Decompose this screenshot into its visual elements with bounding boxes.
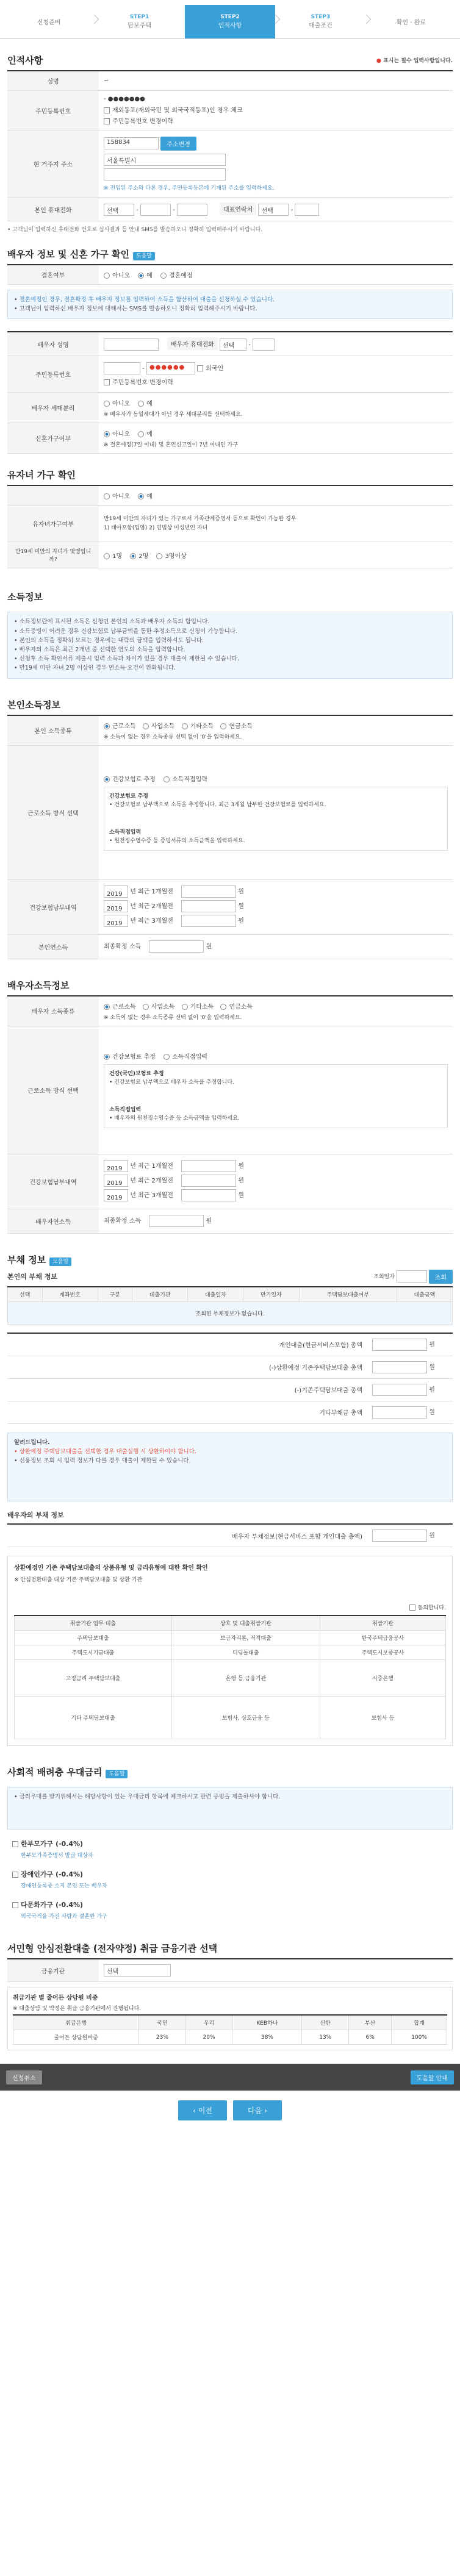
step-prepare (4, 5, 94, 38)
debt-warning: 알려드립니다. • 상환예정 주택담보대출을 선택한 경우 대출실행 시 상환하여야 합니다. • 신용정보 조회 시 입력 정보가 다를 경우 대출이 제한될 수 있습니다. (7, 1433, 453, 1502)
option-label: 아니오 (112, 431, 130, 438)
sp-annual-input[interactable] (149, 1215, 204, 1227)
section-title: 서민형 안심전환대출 (전자약정) 취급 금융기관 선택 (7, 1943, 218, 1955)
field-label: 배우자 소득종류 (7, 996, 99, 1026)
col-header: 상호 및 대출취급기관 (171, 1615, 320, 1631)
field-label: 금융기관 (7, 1959, 99, 1982)
step-house (94, 5, 184, 38)
sp-type-wage-radio[interactable] (104, 1004, 110, 1010)
children-1-radio[interactable] (104, 553, 110, 559)
sp-type-business-radio[interactable] (143, 1004, 149, 1010)
option-label: 외국인 (206, 365, 224, 373)
nav-buttons (0, 2091, 460, 2130)
children-3-radio[interactable] (156, 553, 162, 559)
house-yes-radio[interactable] (138, 401, 144, 407)
tel-label: 대표연락처 (220, 202, 256, 215)
cell: 주택도시보증공사 (320, 1645, 445, 1660)
spouse-rrn-front[interactable] (104, 362, 140, 374)
cell: 디딤돌대출 (171, 1645, 320, 1660)
final-label: 최종확정 소득 (104, 1218, 142, 1225)
section-title: 인적사항 (7, 55, 43, 66)
rrn-change-label: 주민등록번호 변경이력 (112, 118, 173, 125)
field-label: 결혼여부 (7, 265, 99, 285)
children-2-radio[interactable] (130, 553, 136, 559)
step-number: STEP1 (129, 14, 149, 20)
address-change-button[interactable]: 주소변경 (160, 137, 196, 151)
sp-pay-3-input[interactable] (181, 1189, 236, 1201)
newlywed-note: ※ 결혼예정(7일 이내) 및 혼인신고일이 7년 이내인 가구 (104, 442, 238, 448)
option-label: 사업소득 (151, 723, 175, 730)
unit-label: 원 (238, 918, 244, 925)
phone-mid-input[interactable] (140, 204, 171, 216)
phone-note-text: 고객님이 입력하신 휴대전화 번호로 심사결과 등 안내 SMS를 발송하오니 정확히 입력해주시기 바랍니다. (12, 227, 263, 233)
rrn-change-checkbox[interactable] (104, 118, 110, 124)
option-label: 예 (146, 400, 153, 407)
option-label: 한부모가구 (-0.4%) (21, 1840, 84, 1848)
quota-note: ※ 대출상담 및 약정은 취급 금융기관에서 진행됩니다. (13, 2006, 142, 2012)
box-text: • 건강보험료 납부액으로 배우자 소득을 추정합니다. (109, 1079, 235, 1086)
field-label: 근로소득 방식 선택 (7, 745, 99, 879)
sp-pay-1-input[interactable] (181, 1160, 236, 1172)
overseas-label: 재외동포(재외국민 및 외국국적동포)인 경우 체크 (112, 107, 243, 114)
agree-checkbox[interactable] (409, 1605, 415, 1611)
section-title: 부채 정보 (7, 1254, 46, 1265)
field-label: 본인 휴대전화 (7, 198, 99, 221)
cell: 38% (232, 2030, 302, 2045)
spouse-income-form (7, 995, 453, 1234)
sum-label: 배우자 부채정보(현금서비스 포함 개인대출 총액) (7, 1524, 367, 1547)
married-planned-radio[interactable] (160, 273, 167, 279)
type-note: ※ 소득이 없는 경우 소득종류 선택 없이 '0'을 입력하세요. (104, 734, 242, 740)
step-number: STEP2 (220, 14, 240, 20)
address-detail-input[interactable] (104, 168, 226, 181)
spouse-note: • 결혼예정인 경우, 결혼확정 후 배우자 정보를 입력하여 소득을 합산하여 대출을 신청하실 수 있습니다. • 고객님이 입력하신 배우자 정보에 대해서는 SMS를 발송하오니 정확히 입력해주시기 바랍니다. (7, 290, 453, 319)
sp-pay-2-input[interactable] (181, 1175, 236, 1187)
help-guide-button[interactable]: 도움말 안내 (411, 2070, 454, 2084)
month-label: 년 최근 1개월전 (130, 889, 173, 895)
bank-select[interactable]: 선택 (104, 1964, 171, 1977)
field-label: 배우자 성명 (7, 332, 99, 356)
quota-title: 취급기관 별 줄어든 상담원 비중 (13, 1995, 98, 2002)
option-label: 예 (146, 493, 153, 501)
month-label: 년 최근 1개월전 (130, 1163, 173, 1170)
sum-4-input[interactable] (372, 1406, 427, 1419)
spouse-rrn-change-checkbox[interactable] (104, 379, 110, 385)
col-header: KEB하나 (232, 2015, 302, 2030)
cell: 100% (392, 2030, 447, 2045)
box-text: • 배우자의 원천징수영수증 등 소득금액을 입력하세요. (109, 1115, 240, 1122)
year-select[interactable]: 2019 (104, 900, 128, 912)
option-label: 근로소득 (112, 723, 136, 730)
cell: 13% (302, 2030, 349, 2045)
phone-last-input[interactable] (177, 204, 207, 216)
sp-type-pension-radio[interactable] (220, 1004, 226, 1010)
children-no-radio[interactable] (104, 493, 110, 499)
field-label: 현 거주지 주소 (7, 131, 99, 198)
applicant-form: 성명 ~ 주민등록번호 - ●●●●●●● 재외동포(재외국민 및 외국국적동포)인 경우 체크 주민등록번호 변경이력 현 거주지 주소 158834 주소변경 서울특별시 ※ 전입된 주소와 다른 경우, 주민등록등본에 기재된 주소를 입력하세요. 본인 휴대전화 선택 - - 대표연락처 선택 - (7, 70, 453, 221)
my-income-section (0, 695, 460, 959)
help-button[interactable]: 도움말 (133, 252, 155, 260)
cell: 20% (185, 2030, 232, 2045)
col-header: 만기일자 (243, 1287, 299, 1302)
step-label: 인적사항 (218, 23, 242, 29)
option-label: 장애인가구 (-0.4%) (21, 1870, 84, 1879)
spouse-section (0, 244, 460, 454)
field-label: 근로소득 방식 선택 (7, 1026, 99, 1154)
cell: 주택도시기금대출 (15, 1645, 172, 1660)
progress-steps (0, 5, 460, 39)
children-yes-radio[interactable] (138, 493, 144, 499)
cell: 줄어든 상담원비중 (13, 2030, 139, 2045)
spouse-income-section (0, 975, 460, 1234)
col-header: 대출일자 (188, 1287, 243, 1302)
note-text: 금리우대를 받기위해서는 해당사항이 있는 우대금리 항목에 체크하시고 관련 증빙을 제출하셔야 합니다. (19, 1794, 281, 1801)
disabled-checkbox[interactable] (12, 1872, 18, 1878)
note-text: 소득정보란에 표시된 소득은 신청인 본인의 소득과 배우자 소득의 합입니다. (19, 618, 210, 626)
warning-text: 상환예정 주택담보대출을 선택한 경우 대출실행 시 상환하여야 합니다. (19, 1448, 196, 1455)
quota-table (13, 2014, 447, 2045)
option-label: 결혼예정 (169, 273, 193, 279)
option-label: 아니오 (112, 493, 130, 501)
debt-table (7, 1286, 453, 1325)
method-insurance-radio[interactable] (104, 776, 110, 782)
social-section (0, 1762, 460, 1922)
spouse-phone-select[interactable]: 선택 (220, 338, 246, 351)
year-select[interactable]: 2019 (104, 915, 128, 927)
table-row (15, 1697, 446, 1739)
cell: 시중은행 (320, 1660, 445, 1697)
warning-text: 신용정보 조회 시 입력 정보가 다를 경우 대출이 제한될 수 있습니다. (19, 1457, 191, 1464)
cell: 은행 등 금융기관 (171, 1660, 320, 1697)
married-yes-radio[interactable] (138, 273, 144, 279)
field-label: 건강보험납부내역 (7, 879, 99, 934)
unit-label: 원 (238, 1178, 244, 1184)
unit-label: 원 (429, 1409, 435, 1416)
house-no-radio[interactable] (104, 401, 110, 407)
box-title: 건강(국민)보험료 추정 (109, 1070, 164, 1077)
children-form (7, 485, 453, 568)
section-title: 배우자소득정보 (7, 979, 70, 991)
overseas-checkbox[interactable] (104, 107, 110, 113)
unit-label: 원 (238, 903, 244, 910)
option-label: 소득직접입력 (172, 1053, 207, 1061)
my-annual-input[interactable] (149, 940, 204, 953)
section-title: 본인소득정보 (7, 699, 60, 710)
option-label: 근로소득 (112, 1003, 136, 1011)
type-note: ※ 소득이 없는 경우 소득종류 선택 없이 '0'을 입력하세요. (104, 1014, 242, 1021)
box-text: • 건강보험료 납부액으로 소득을 추정합니다. 최근 3개월 납부한 건강보험료를 입력하세요. (109, 802, 326, 809)
unit-label: 원 (238, 1163, 244, 1170)
cancel-button[interactable]: 신청취소 (6, 2070, 42, 2084)
note-text: 신청후 소득 확인서류 제출시 입력 소득과 차이가 있을 경우 대출이 제한될 수 있습니다. (19, 656, 240, 663)
step-label: 담보주택 (128, 23, 151, 29)
field-label: 건강보험납부내역 (7, 1154, 99, 1209)
box-title: 소득직접입력 (109, 1106, 142, 1113)
section-title: 배우자 정보 및 신혼 가구 확인 (7, 249, 129, 260)
field-label: 만19세 미만의 자녀가 몇명입니까? (7, 542, 99, 568)
name-value: ~ (99, 71, 453, 91)
option-label: 주민등록번호 변경이력 (112, 379, 173, 387)
option-label: 2명 (138, 553, 149, 560)
address-input[interactable]: 서울특별시 (104, 154, 226, 166)
option-label: 건강보험료 추정 (112, 1053, 156, 1061)
phone-prefix-select[interactable]: 선택 (104, 204, 134, 216)
pay-2-input[interactable] (181, 900, 236, 912)
month-label: 년 최근 2개월전 (130, 1178, 173, 1184)
col-header: 국민 (139, 2015, 186, 2030)
step-loan-terms (275, 5, 365, 38)
step-complete (366, 5, 456, 38)
sub-title: 본인의 부채 정보 (7, 1273, 58, 1281)
table-row (15, 1645, 446, 1660)
lookup-date (397, 1270, 427, 1283)
sum-3-input[interactable] (372, 1384, 427, 1396)
type-business-radio[interactable] (143, 723, 149, 729)
sp-method-insurance-radio[interactable] (104, 1054, 110, 1060)
sum-2-input[interactable] (372, 1361, 427, 1373)
sum-label: (-)상환예정 기존주택담보대출 총액 (7, 1356, 367, 1378)
option-label: 예 (146, 431, 153, 438)
next-label: 다음 (248, 2106, 262, 2116)
social-options (7, 1838, 453, 1922)
option-label: 기타소득 (190, 723, 214, 730)
tel-prefix-select[interactable]: 선택 (258, 204, 289, 216)
col-header: 우리 (185, 2015, 232, 2030)
section-title: 소득정보 (7, 592, 43, 603)
married-form (7, 264, 453, 285)
col-header: 주택담보대출여부 (299, 1287, 397, 1302)
option-label: 1명 (112, 553, 123, 560)
married-no-radio[interactable] (104, 273, 110, 279)
note-text: 본인의 소득을 정확히 모르는 경우에는 대략의 금액을 입력하셔도 됩니다. (19, 637, 204, 644)
step-label: 대출조건 (309, 23, 332, 29)
col-header: 대출금액 (397, 1287, 452, 1302)
spouse-debt-input[interactable] (372, 1530, 427, 1542)
col-header: 대출기관 (132, 1287, 188, 1302)
option-label: 기타소득 (190, 1003, 214, 1011)
step-number: STEP3 (311, 14, 331, 20)
field-label: 배우자연소득 (7, 1209, 99, 1233)
help-button[interactable]: 도움말 (49, 1258, 71, 1266)
applicant-section (0, 50, 460, 233)
type-other-radio[interactable] (182, 723, 188, 729)
table-row (13, 2030, 447, 2045)
note-text: 결혼예정인 경우, 결혼확정 후 배우자 정보를 입력하여 소득을 합산하여 대출을 신청하실 수 있습니다. (19, 296, 275, 303)
address-note: ※ 전입된 주소와 다른 경우, 주민등록등본에 기재된 주소를 입력하세요. (104, 185, 275, 191)
section-title: 유자녀 가구 확인 (7, 470, 76, 481)
unit-label: 원 (429, 1533, 435, 1540)
rrn-value: - ●●●●●●● (104, 96, 145, 102)
unit-label: 원 (238, 889, 244, 895)
prev-button[interactable]: ‹ 이전 (178, 2100, 227, 2120)
col-header: 취급기관 (320, 1615, 445, 1631)
sum-1-input[interactable] (372, 1339, 427, 1351)
next-button[interactable]: 다음 › (233, 2100, 282, 2120)
social-note: • 금리우대를 받기위해서는 해당사항이 있는 우대금리 항목에 체크하시고 관련 증빙을 제출하셔야 합니다. (7, 1787, 453, 1830)
option-label: 아니오 (112, 400, 130, 407)
section-title: 사회적 배려층 우대금리 (7, 1767, 102, 1778)
option-label: 3명이상 (165, 553, 187, 560)
col-header: 선택 (8, 1287, 43, 1302)
quota-box (7, 1987, 453, 2050)
option-label: 소득직접입력 (172, 776, 207, 783)
newlywed-yes-radio[interactable] (138, 431, 144, 437)
unit-label: 원 (238, 1192, 244, 1199)
pay-3-input[interactable] (181, 915, 236, 927)
bank-section (0, 1938, 460, 2050)
month-label: 년 최근 2개월전 (130, 903, 173, 910)
option-note: 한부모가족증명서 발급 대상자 (21, 1852, 93, 1859)
table-row (15, 1631, 446, 1645)
box-title: 소득직접입력 (109, 829, 142, 835)
step-label: 확인 · 완료 (396, 20, 426, 26)
col-header: 구분 (98, 1287, 132, 1302)
option-label: 사업소득 (151, 1003, 175, 1011)
col-header: 신한 (302, 2015, 349, 2030)
cell: 보험사 등 (320, 1697, 445, 1739)
house-note: ※ 배우자가 동일세대가 아닌 경우 세대분리를 선택하세요. (104, 411, 243, 418)
sp-method-direct-radio[interactable] (164, 1054, 170, 1060)
table-row (15, 1660, 446, 1697)
cell: 한국주택금융공사 (320, 1631, 445, 1645)
refi-table (14, 1615, 446, 1739)
zipcode-input[interactable]: 158834 (104, 137, 159, 149)
field-label: 본인 소득종류 (7, 715, 99, 746)
col-header: 취급기관 업무 대출 (15, 1615, 172, 1631)
year-select[interactable]: 2019 (104, 1175, 128, 1187)
cell: 고정금리 주택담보대출 (15, 1660, 172, 1697)
option-label: 예 (146, 273, 153, 279)
field-label: 주민등록번호 (7, 356, 99, 393)
year-select[interactable]: 2019 (104, 886, 128, 898)
step-label: 신청준비 (37, 20, 61, 26)
col-header: 취급은행 (13, 2015, 139, 2030)
prev-label: 이전 (198, 2106, 212, 2116)
lookup-button[interactable]: 조회 (429, 1270, 453, 1284)
year-select[interactable]: 2019 (104, 1160, 128, 1172)
option-label: 건강보험료 추정 (112, 776, 156, 783)
col-header: 계좌번호 (42, 1287, 98, 1302)
income-notes: • 소득정보란에 표시된 소득은 신청인 본인의 소득과 배우자 소득의 합입니다. • 소득증빙이 어려운 경우 건강보험료 납부금액을 통한 추정소득으로 신청이 가능합니다. • 본인의 소득을 정확히 모르는 경우에는 대략의 금액을 입력하셔도 됩니다. • 배우자의 소득은 최근 2개년 중 선택한 연도의 소득을 입력합니다. • 신청후 소득 확인서류 제출시 입력 소득과 차이가 있을 경우 대출이 제한될 수 있습니다. • 만19세 미만 자녀 2명 이상인 경우 연소득 요건이 완화됩니다. (7, 612, 453, 678)
refi-box (7, 1556, 453, 1746)
required-note-text: 표시는 필수 입력사항입니다. (383, 58, 453, 64)
field-label: 배우자 휴대전화 (167, 337, 218, 350)
income-section (0, 587, 460, 678)
children-note: 만19세 미만의 자녀가 있는 가구로서 가족관계증명서 등으로 확인이 가능한 경우 (104, 516, 296, 523)
spouse-rrn-back[interactable]: ●●●●●● (146, 362, 195, 374)
cell: 6% (349, 2030, 392, 2045)
note-text: 고객님이 입력하신 배우자 정보에 대해서는 SMS를 발송하오니 정확히 입력해주시기 바랍니다. (19, 306, 257, 313)
option-label: 아니오 (112, 273, 130, 279)
year-select[interactable]: 2019 (104, 1189, 128, 1201)
single-parent-checkbox[interactable] (12, 1841, 18, 1847)
col-header: 부산 (349, 2015, 392, 2030)
type-wage-radio[interactable] (104, 723, 110, 729)
phone-note: • 고객님이 입력하신 휴대전화 번호로 심사결과 등 안내 SMS를 발송하오니 정확히 입력해주시기 바랍니다. (7, 227, 263, 233)
unit-label: 원 (206, 943, 212, 950)
sum-label: 기타부채금 총액 (7, 1401, 367, 1423)
option-label: 연금소득 (229, 723, 253, 730)
field-label: 주민등록번호 (7, 91, 99, 131)
spouse-name-input[interactable] (104, 338, 159, 351)
empty-row: 조회된 부채정보가 없습니다. (8, 1301, 453, 1325)
unit-label: 원 (429, 1386, 435, 1394)
tel-mid-input[interactable] (295, 204, 319, 216)
help-button[interactable]: 도움말 (106, 1770, 128, 1778)
box-text: • 원천징수영수증 등 증빙서류의 소득금액을 입력하세요. (109, 837, 245, 844)
spouse-phone-input[interactable] (253, 338, 275, 351)
agree-label: 동의합니다. (417, 1605, 446, 1612)
lookup-label: 조회일자 (373, 1273, 395, 1280)
option-note: 장애인등록증 소지 본인 또는 배우자 (21, 1883, 107, 1889)
children-section (0, 465, 460, 568)
my-income-form (7, 715, 453, 959)
warning-title: 알려드립니다. (14, 1439, 50, 1446)
cell: 기타 주택담보대출 (15, 1697, 172, 1739)
month-label: 년 최근 3개월전 (130, 1192, 173, 1199)
step-personal-info (185, 5, 275, 38)
field-label: 성명 (7, 71, 99, 91)
box-title: 건강보험료 추정 (109, 793, 148, 800)
field-label: 유자녀가구여부 (7, 506, 99, 542)
footer-bar (0, 2064, 460, 2091)
cell: 보금자리론, 적격대출 (171, 1631, 320, 1645)
sub-title: 배우자의 부채 정보 (7, 1511, 64, 1520)
bank-form (7, 1958, 453, 1982)
field-label: 본인연소득 (7, 934, 99, 959)
cell: 23% (139, 2030, 186, 2045)
sum-label: 개인대출(현금서비스포함) 총액 (7, 1333, 367, 1356)
method-direct-radio[interactable] (164, 776, 170, 782)
cell: 주택담보대출 (15, 1631, 172, 1645)
refi-title: 상환예정인 기존 주택담보대출의 상품유형 및 금리유형에 대한 확인 확인 (14, 1565, 208, 1572)
spouse-debt-form (7, 1523, 453, 1547)
refi-note: ※ 안심전환대출 대상 기존 주택담보대출 및 상환 기관 (14, 1577, 143, 1584)
required-note: ● 표시는 필수 입력사항입니다. (376, 58, 453, 64)
newlywed-no-radio[interactable] (104, 431, 110, 437)
note-text: 소득증빙이 어려운 경우 건강보험료 납부금액을 통한 추정소득으로 신청이 가능합니다. (19, 628, 238, 635)
note-text: 만19세 미만 자녀 2명 이상인 경우 연소득 요건이 완화됩니다. (19, 665, 176, 672)
final-label: 최종확정 소득 (104, 943, 142, 950)
option-note: 외국국적을 가진 사람과 결혼한 가구 (21, 1913, 107, 1920)
note-text: 배우자의 소득은 최근 2개년 중 선택한 연도의 소득을 입력합니다. (19, 646, 185, 653)
unit-label: 원 (206, 1218, 212, 1225)
option-label: 연금소득 (229, 1003, 253, 1011)
sum-label: (-)기존주택담보대출 총액 (7, 1378, 367, 1401)
option-label: 다문화가구 (-0.4%) (21, 1901, 84, 1909)
multicultural-checkbox[interactable] (12, 1902, 18, 1908)
spouse-form: 배우자 성명 배우자 휴대전화 선택 - 주민등록번호 - ●●●●●● 외국인 주민등록번호 변경이력 배우자 세대분리 아니오 예 ※ 배우자가 동일세대가 아닌 경우 세대분리를 선택하세요. 신혼가구여부 아니오 예 ※ 결혼예정(7일 이내) 및 혼인신고일이 7년 이내인 가구 (7, 331, 453, 454)
field-label: 신혼가구여부 (7, 423, 99, 454)
foreigner-checkbox[interactable] (197, 365, 203, 371)
debt-section (0, 1250, 460, 1747)
field-label: 배우자 세대분리 (7, 393, 99, 423)
children-note: 1) 태아포함(입양) 2) 민법상 미성년인 자녀 (104, 524, 208, 531)
debt-sum-form (7, 1333, 453, 1424)
col-header: 합계 (392, 2015, 447, 2030)
sp-type-other-radio[interactable] (182, 1004, 188, 1010)
pay-1-input[interactable] (181, 886, 236, 898)
unit-label: 원 (429, 1341, 435, 1348)
type-pension-radio[interactable] (220, 723, 226, 729)
cell: 보험사, 상호금융 등 (171, 1697, 320, 1739)
month-label: 년 최근 3개월전 (130, 918, 173, 925)
unit-label: 원 (429, 1364, 435, 1371)
